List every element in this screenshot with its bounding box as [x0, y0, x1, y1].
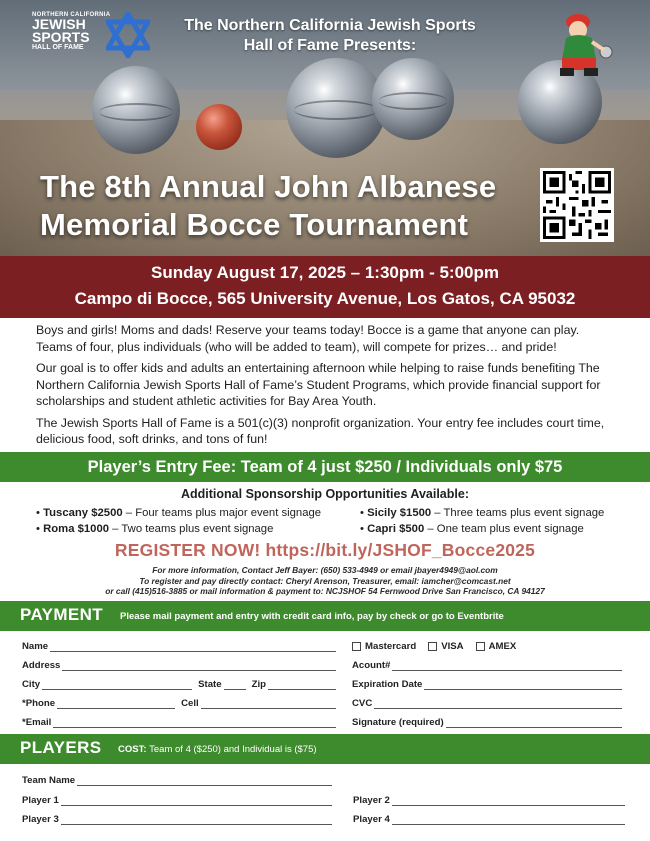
- payment-title: PAYMENT: [20, 605, 104, 624]
- player4-row: [353, 811, 631, 825]
- player2-row: [353, 792, 631, 806]
- event-date-time: Sunday August 17, 2025 – 1:30pm - 5:00pm: [151, 263, 499, 282]
- team-name-field[interactable]: [77, 776, 332, 786]
- name-field[interactable]: [50, 642, 336, 652]
- address-field-row: [22, 657, 342, 671]
- amex-label: AMEX: [488, 641, 517, 652]
- contact-line1: For more information, Contact Jeff Bayer: (650) 533-4949 or email jbayer4949@aol.com: [152, 565, 498, 575]
- name-label: Name: [22, 641, 49, 652]
- contact-info: [0, 565, 650, 597]
- account-field-row: [352, 657, 628, 671]
- intro-text: [36, 322, 616, 453]
- mastercard-checkbox[interactable]: [352, 642, 361, 651]
- player3-field[interactable]: [61, 815, 332, 825]
- state-label: State: [198, 679, 222, 690]
- team-name-row: [22, 772, 338, 786]
- title-line1: The 8th Annual John Albanese: [40, 169, 497, 204]
- register-link[interactable]: REGISTER NOW! https://bit.ly/JSHOF_Bocce2025: [114, 540, 536, 560]
- visa-label: VISA: [441, 641, 464, 652]
- cell-label: Cell: [181, 698, 199, 709]
- team-name-label: Team Name: [22, 775, 76, 786]
- account-field[interactable]: [392, 661, 622, 671]
- logo-line2b: SPORTS: [32, 29, 90, 45]
- cost-label: COST:: [118, 744, 147, 755]
- presenter-line2: Hall of Fame Presents:: [243, 37, 417, 54]
- players-cost: [118, 744, 317, 755]
- event-details-band: [0, 256, 650, 318]
- expiration-field[interactable]: [424, 680, 622, 690]
- amex-checkbox[interactable]: [476, 642, 485, 651]
- name-field-row: [22, 638, 342, 652]
- logo-line3: HALL OF FAME: [32, 44, 84, 51]
- cvc-field[interactable]: [374, 699, 622, 709]
- mastercard-option[interactable]: [352, 641, 416, 652]
- bocce-ball-icon: [92, 66, 180, 154]
- payment-section-bar: [0, 601, 650, 631]
- address-label: Address: [22, 660, 61, 671]
- title-line2: Memorial Bocce Tournament: [40, 207, 469, 242]
- player3-row: [22, 811, 338, 825]
- bocce-ball-icon: [286, 58, 386, 158]
- city-state-zip-row: [22, 676, 342, 690]
- player1-row: [22, 792, 338, 806]
- signature-field-row: [352, 714, 628, 728]
- visa-checkbox[interactable]: [428, 642, 437, 651]
- player2-field[interactable]: [392, 796, 625, 806]
- email-field-row: [22, 714, 342, 728]
- state-field[interactable]: [224, 680, 246, 690]
- cvc-label: CVC: [352, 698, 373, 709]
- expiration-field-row: [352, 676, 628, 690]
- event-venue: Campo di Bocce, 565 University Avenue, Los Gatos, CA 95032: [74, 289, 576, 308]
- player1-field[interactable]: [61, 796, 332, 806]
- signature-field[interactable]: [446, 718, 622, 728]
- sponsorship-item: • Capri $500 – One team plus event signage: [360, 523, 584, 535]
- event-title: [40, 168, 540, 244]
- zip-label: Zip: [251, 679, 266, 690]
- hall-of-fame-logo: [32, 12, 152, 68]
- email-field[interactable]: [53, 718, 336, 728]
- phone-cell-row: [22, 695, 342, 709]
- phone-field[interactable]: [57, 699, 175, 709]
- sponsorship-list-left: [36, 505, 321, 537]
- presenter-heading: [160, 16, 500, 56]
- player1-label: Player 1: [22, 795, 59, 806]
- email-label: *Email: [22, 717, 52, 728]
- cost-text: Team of 4 ($250) and Individual is ($75): [149, 744, 317, 755]
- player3-label: Player 3: [22, 814, 59, 825]
- contact-line3: or call (415)516-3885 or mail information & payment to: NCJSHOF 54 Fernwood Drive San Francisco, CA 94127: [105, 586, 545, 596]
- expiration-label: Expiration Date: [352, 679, 423, 690]
- contact-line2: To register and pay directly contact: Cheryl Arenson, Treasurer, email: iamcher@comcast.net: [139, 575, 511, 586]
- mastercard-label: Mastercard: [365, 641, 417, 652]
- entry-fee-bar: Player’s Entry Fee: Team of 4 just $250 / Individuals only $75: [0, 452, 650, 482]
- qr-code-icon[interactable]: [540, 168, 614, 242]
- cvc-field-row: [352, 695, 628, 709]
- presenter-line1: The Northern California Jewish Sports: [184, 17, 476, 34]
- card-type-row: [352, 638, 628, 652]
- intro-paragraph-2: Our goal is to offer kids and adults an entertaining afternoon while helping to raise funds benefiting The Northern California Jewish Sports Hall of Fame’s Student Programs, which provide financial support for scholarships and student athletic activities for Bay Area Youth.: [36, 361, 601, 408]
- players-section-bar: [0, 734, 650, 764]
- account-label: Acount#: [352, 660, 391, 671]
- player4-field[interactable]: [392, 815, 625, 825]
- visa-option[interactable]: [428, 641, 463, 652]
- cell-field[interactable]: [201, 699, 336, 709]
- players-title: PLAYERS: [20, 738, 102, 757]
- player2-label: Player 2: [353, 795, 390, 806]
- sponsorship-item: • Sicily $1500 – Three teams plus event signage: [360, 507, 605, 519]
- payment-subtitle: Please mail payment and entry with credit card info, pay by check or go to Eventbrite: [120, 611, 504, 622]
- sponsorship-item: • Tuscany $2500 – Four teams plus major event signage: [36, 507, 322, 519]
- city-label: City: [22, 679, 41, 690]
- pallino-ball-icon: [196, 104, 242, 150]
- logo-line2a: JEWISH: [32, 16, 86, 32]
- sponsorship-item: • Roma $1000 – Two teams plus event signage: [36, 523, 274, 535]
- phone-label: *Phone: [22, 698, 56, 709]
- address-field[interactable]: [62, 661, 336, 671]
- player4-label: Player 4: [353, 814, 390, 825]
- bocce-player-mascot-icon: [548, 8, 618, 80]
- amex-option[interactable]: [476, 641, 517, 652]
- intro-paragraph-1: Boys and girls! Moms and dads! Reserve your teams today! Bocce is a game that anyone can play. Teams of four, plus individuals (who will be added to team), will compete for prizes… and pride!: [36, 323, 580, 354]
- sponsorship-list-right: [360, 505, 604, 537]
- hero-banner: [0, 0, 650, 256]
- intro-paragraph-3: The Jewish Sports Hall of Fame is a 501(c)(3) nonprofit organization. Your entry fee includes court time, delicious food, soft drinks, and tons of fun!: [36, 415, 605, 446]
- signature-label: Signature (required): [352, 717, 444, 728]
- city-field[interactable]: [42, 680, 192, 690]
- star-of-david-icon: [106, 12, 150, 58]
- logo-line1: NORTHERN CALIFORNIA: [32, 12, 111, 18]
- sponsorship-heading: Additional Sponsorship Opportunities Available:: [181, 487, 469, 501]
- bocce-ball-icon: [372, 58, 454, 140]
- zip-field[interactable]: [268, 680, 336, 690]
